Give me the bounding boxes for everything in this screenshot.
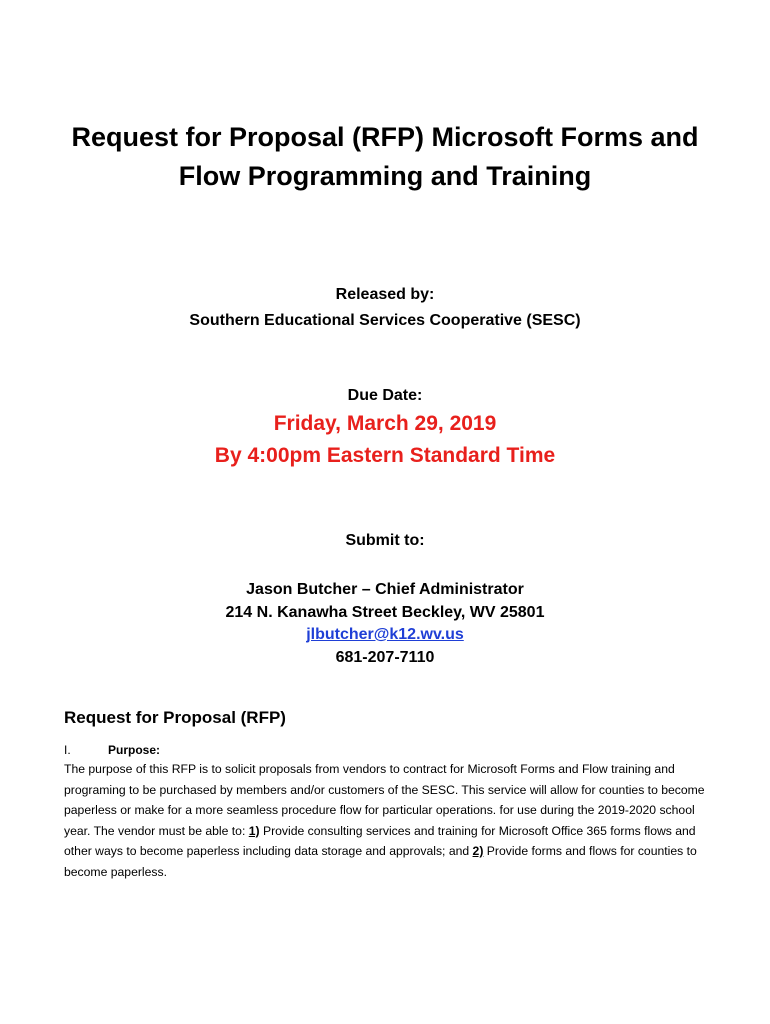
- contact-name: Jason Butcher – Chief Administrator: [246, 581, 524, 598]
- section-heading: Request for Proposal (RFP): [64, 708, 286, 727]
- purpose-text-part-3: Provide forms and flows for counties to become paperless.: [64, 844, 697, 879]
- document-title-line-2: Flow Programming and Training: [178, 161, 592, 191]
- purpose-text-part-1: The purpose of this RFP is to solicit proposals from vendors to contract for Microsoft Forms and Flow training and programing to be purchased by members and/or customers of the SESC. This service will allow for counties to become paperless or make for a more seamless procedure flow for particular operations. for use during the 2019-2020 school year. The vendor must be able to:: [64, 762, 705, 838]
- item-1-marker: 1): [248, 823, 260, 838]
- item-2-marker: 2): [472, 844, 484, 858]
- document-title-line-1: Request for Proposal (RFP) Microsoft Forms and: [71, 122, 699, 152]
- due-date-value: Friday, March 29, 2019: [273, 412, 497, 435]
- purpose-label: Purpose:: [108, 743, 161, 757]
- purpose-text-part-2: Provide consulting services and training for Microsoft Office 365 forms flows and other ways to become paperless including data storage and approvals; and: [64, 823, 696, 858]
- released-by-label: Released by:: [335, 286, 435, 303]
- submit-to-label: Submit to:: [345, 532, 425, 549]
- due-time-value: By 4:00pm Eastern Standard Time: [214, 444, 556, 467]
- purpose-paragraph: [64, 759, 714, 882]
- contact-address: 214 N. Kanawha Street Beckley, WV 25801: [225, 604, 545, 621]
- contact-email-link[interactable]: jlbutcher@k12.wv.us: [306, 626, 464, 643]
- contact-phone: 681-207-7110: [335, 649, 435, 666]
- released-by-organization: Southern Educational Services Cooperative (SESC): [189, 312, 581, 329]
- section-number: I.: [64, 743, 71, 757]
- contact-email-line: [40, 624, 730, 646]
- due-date-label: Due Date:: [347, 387, 423, 404]
